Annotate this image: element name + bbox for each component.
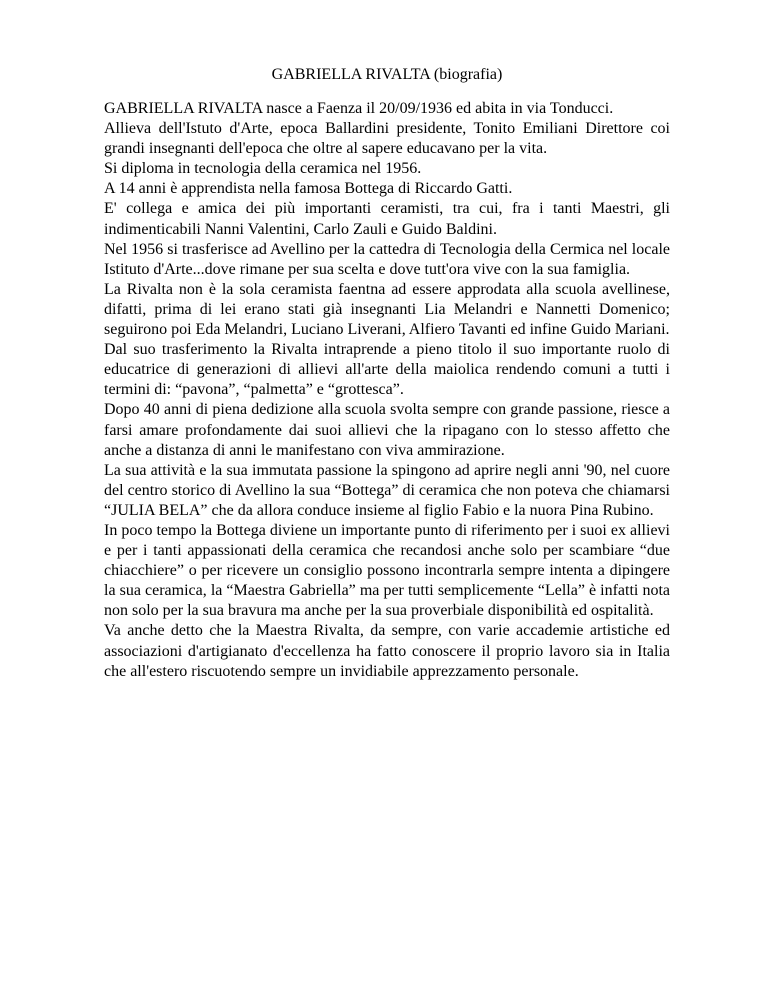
paragraph-diploma: Si diploma in tecnologia della ceramica nel 1956. xyxy=(104,160,422,178)
paragraph-education: Allieva dell'Istuto d'Arte, epoca Ballardini presidente, Tonito Emiliani Direttore coi grandi insegnanti dell'epoca che oltre al sapere educavano per la vita. xyxy=(104,120,670,158)
paragraph-move-avellino: Nel 1956 si trasferisce ad Avellino per la cattedra di Tecnologia della Cermica nel locale Istituto d'Arte...dove rimane per sua scelta e dove tutt'ora vive con la sua famiglia. xyxy=(104,240,670,278)
paragraph-recognition: Va anche detto che la Maestra Rivalta, da sempre, con varie accademie artistiche ed associazioni d'artigianato d'eccellenza ha fatto conoscere il proprio lavoro sia in Italia che all'estero riscuotendo sempre un invidiabile apprezzamento personale. xyxy=(104,622,670,680)
paragraph-apprentice: A 14 anni è apprendista nella famosa Bottega di Riccardo Gatti. xyxy=(104,180,513,198)
paragraph-colleagues: E' collega e amica dei più importanti ceramisti, tra cui, fra i tanti Maestri, gli indimenticabili Nanni Valentini, Carlo Zauli e Guido Baldini. xyxy=(104,200,670,238)
paragraph-bottega: La sua attività e la sua immutata passione la spingono ad aprire negli anni '90, nel cuore del centro storico di Avellino la sua “Bottega” di ceramica che non poteva che chiamarsi “JULIA BELA” che da allora conduce insieme al figlio Fabio e la nuora Pina Rubino. xyxy=(104,461,670,519)
paragraph-faenza-teachers: La Rivalta non è la sola ceramista faentna ad essere approdata alla scuola avellinese, difatti, prima di lei erano stati già insegnanti Lia Melandri e Nannetti Domenico; seguirono poi Eda Melandri, Luciano Liverani, Alfiero Tavanti ed infine Guido Mariani. xyxy=(104,280,670,339)
document-page xyxy=(104,64,670,682)
paragraph-dedication: Dopo 40 anni di piena dedizione alla scuola svolta sempre con grande passione, riesce a farsi amare profondamente dai suoi allievi che la ripagano con lo stesso affetto che anche a distanza di anni le manifestano con viva ammirazione. xyxy=(104,401,670,459)
paragraph-birth: GABRIELLA RIVALTA nasce a Faenza il 20/09/1936 ed abita in via Tonducci. xyxy=(104,100,614,117)
document-body xyxy=(104,99,670,682)
paragraph-educator-role: Dal suo trasferimento la Rivalta intraprende a pieno titolo il suo importante ruolo di educatrice di generazioni di allievi all'arte della maiolica rendendo comuni a tutti i termini di: “pavona”, “palmetta” e “grottesca”. xyxy=(104,341,670,399)
page-title: GABRIELLA RIVALTA (biografia) xyxy=(271,66,503,83)
paragraph-reference-point: In poco tempo la Bottega diviene un importante punto di riferimento per i suoi ex allievi e per i tanti appassionati della ceramica che recandosi anche solo per scambiare “due chiacchiere” o per ricevere un consiglio possono incontrarla sempre intenta a dipingere la sua ceramica, la “Maestra Gabriella” ma per tutti semplicemente “Lella” è infatti nota non solo per la sua bravura ma anche per la sua proverbiale disponibilità ed ospitalità. xyxy=(104,521,670,620)
